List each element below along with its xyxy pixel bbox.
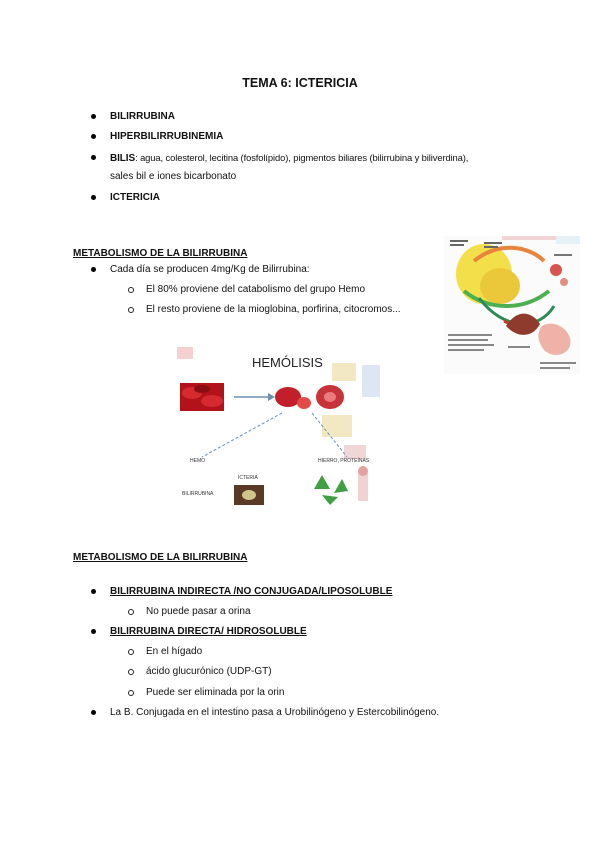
- bilis-continuation: sales bil e iones bicarbonato: [110, 171, 237, 182]
- sub-bullet-icon: [128, 609, 134, 615]
- directa-sub-3: Puede ser eliminada por la orin: [146, 687, 285, 698]
- section1-bullet: Cada día se producen 4mg/Kg de Bilirrubina:: [110, 264, 310, 275]
- bullet-icon: [91, 134, 96, 139]
- intro-item-bilirrubina: BILIRRUBINA: [110, 111, 175, 122]
- hemo-label: HEMO: [190, 458, 205, 464]
- directa-sub-2: ácido glucurónico (UDP-GT): [146, 666, 272, 677]
- bilirrubina-label: BILIRRUBINA: [182, 491, 214, 497]
- section1-heading: METABOLISMO DE LA BILIRRUBINA: [73, 248, 248, 259]
- bullet-icon: [91, 267, 96, 272]
- section2-item-directa: BILIRRUBINA DIRECTA/ HIDROSOLUBLE: [110, 626, 307, 637]
- section2-heading: METABOLISMO DE LA BILIRRUBINA: [73, 552, 248, 563]
- section1-sub-1: El 80% proviene del catabolismo del grupo Hemo: [146, 284, 366, 295]
- indirecta-sub-1: No puede pasar a orina: [146, 606, 251, 617]
- sub-bullet-icon: [128, 307, 134, 313]
- intro-item-hiperbilirrubinemia: HIPERBILIRRUBINEMIA: [110, 131, 224, 142]
- bullet-icon: [91, 155, 96, 160]
- bullet-icon: [91, 629, 96, 634]
- section2-item-indirecta: BILIRRUBINA INDIRECTA /NO CONJUGADA/LIPOSOLUBLE: [110, 586, 393, 597]
- hemolysis-figure: [172, 345, 390, 510]
- section2-last: La B. Conjugada en el intestino pasa a Urobilinógeno y Estercobilinógeno.: [110, 707, 440, 718]
- sub-bullet-icon: [128, 649, 134, 655]
- intro-item-bilis: [110, 151, 540, 165]
- sub-bullet-icon: [128, 287, 134, 293]
- ictericia-label: ICTERIA: [238, 475, 258, 481]
- bilis-text: : agua, colesterol, lecitina (fosfolípido), pigmentos biliares (bilirrubina y biliverdina),: [135, 152, 469, 163]
- bullet-icon: [91, 114, 96, 119]
- sub-bullet-icon: [128, 669, 134, 675]
- section1-sub-2: El resto proviene de la mioglobina, porfirina, citocromos...: [146, 304, 401, 315]
- bilis-label: BILIS: [110, 153, 136, 164]
- bullet-icon: [91, 589, 96, 594]
- bilirubin-cycle-figure: [444, 236, 580, 374]
- bilirubin-cycle-diagram: [444, 236, 580, 374]
- bullet-icon: [91, 195, 96, 200]
- hemolysis-title: HEMÓLISIS: [252, 355, 323, 370]
- directa-sub-1: En el hígado: [146, 646, 203, 657]
- sub-bullet-icon: [128, 690, 134, 696]
- intro-item-ictericia: ICTERICIA: [110, 192, 160, 203]
- recycle-icon: [314, 475, 348, 505]
- page-title: TEMA 6: ICTERICIA: [242, 76, 358, 90]
- bullet-icon: [91, 710, 96, 715]
- hierro-label: HIERRO, PROTEÍNAS: [318, 458, 370, 464]
